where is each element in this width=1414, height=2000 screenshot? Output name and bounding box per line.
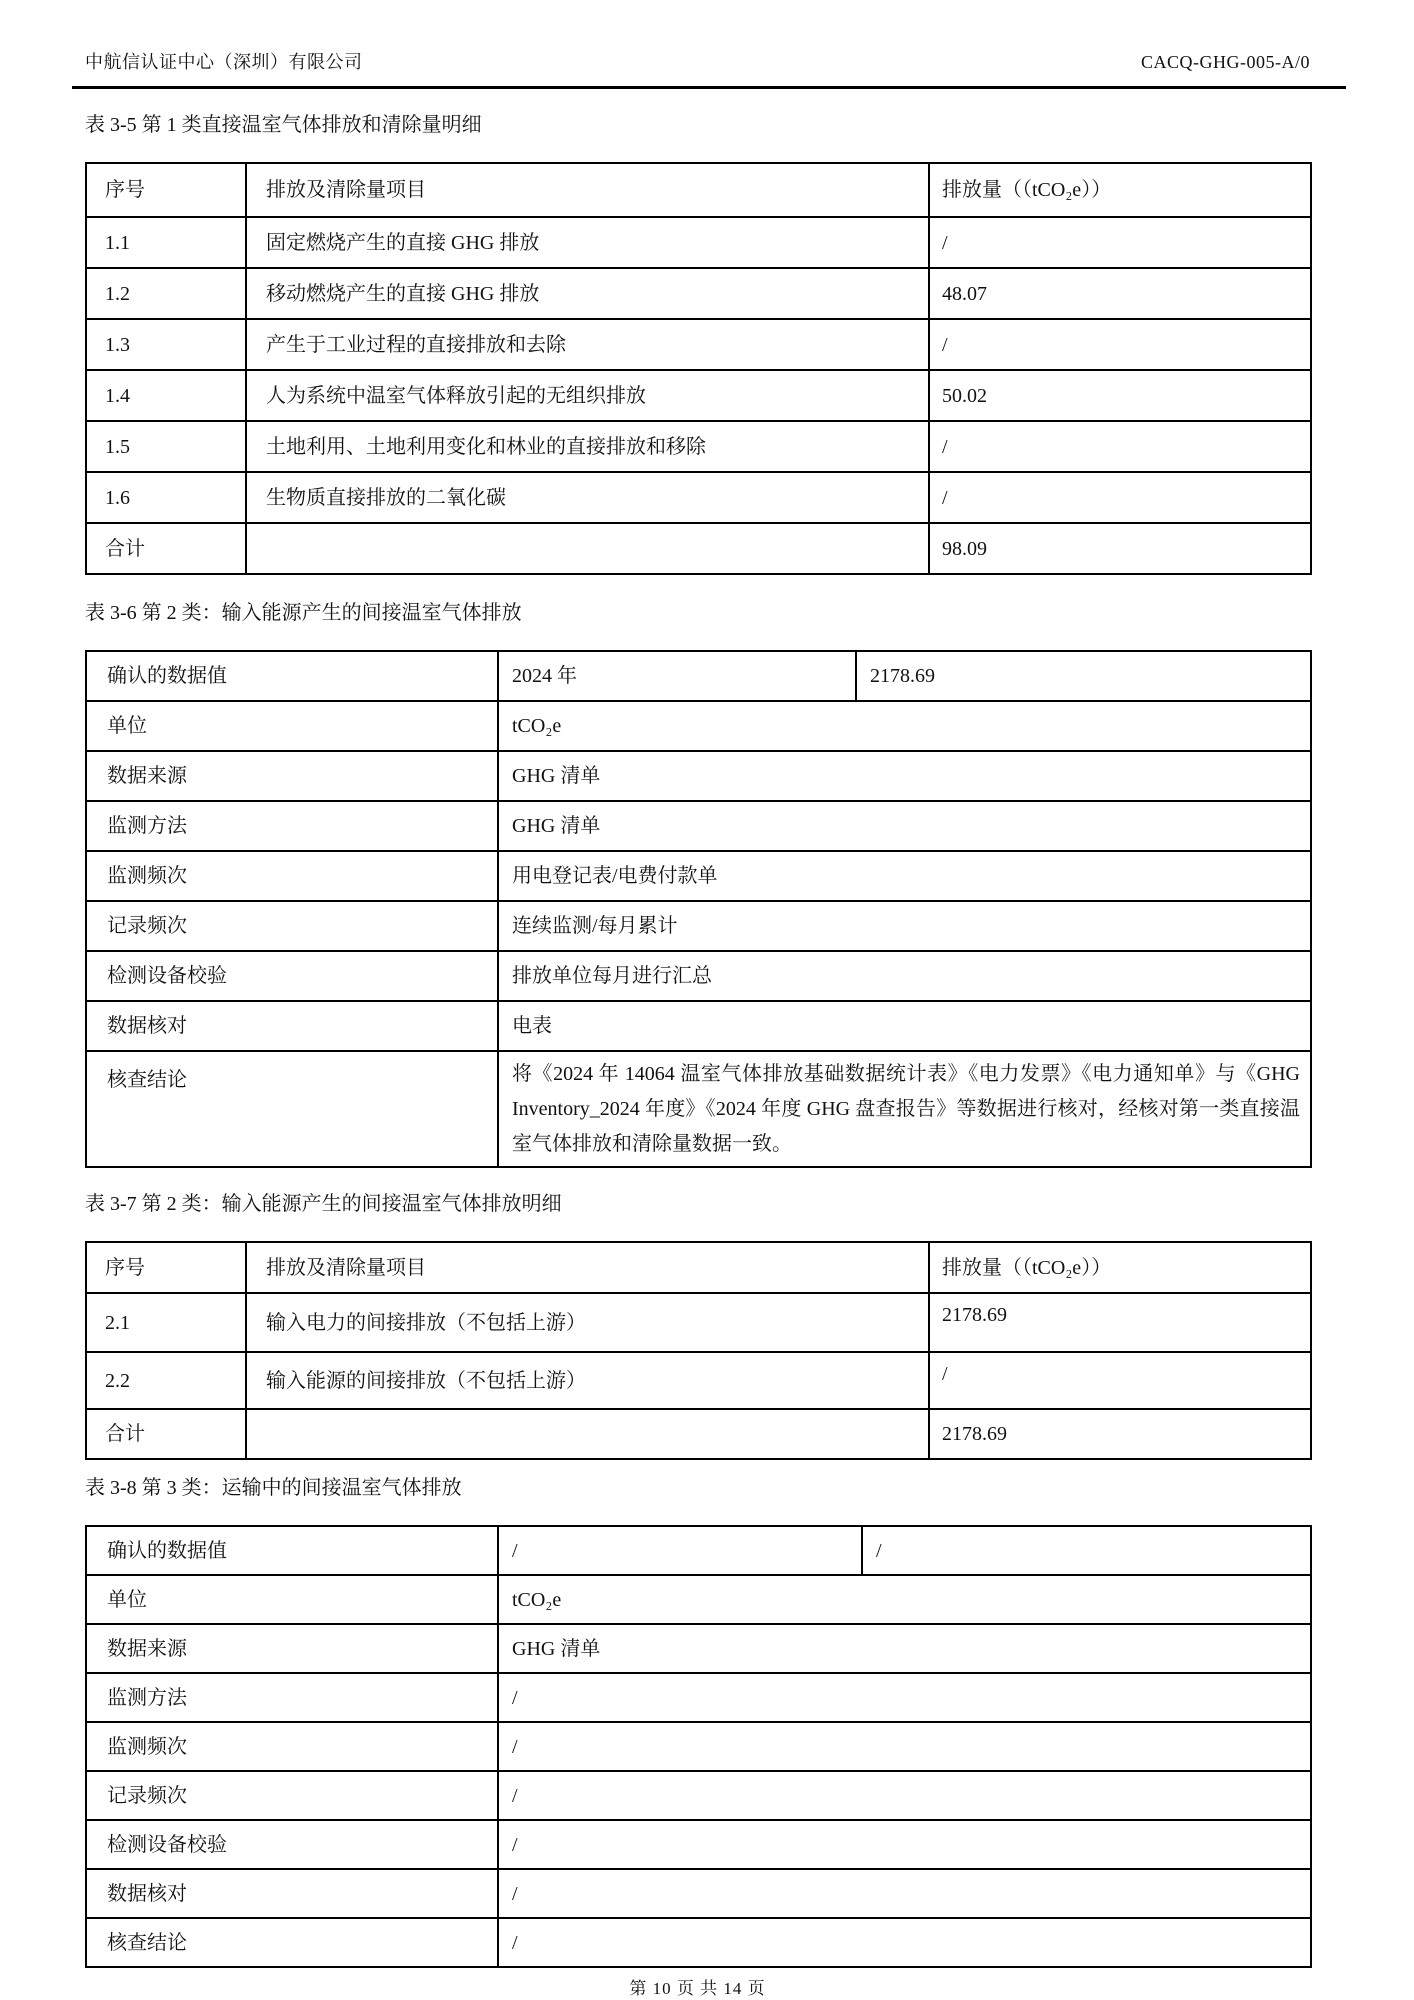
- table-3-8-title: 表 3-8 第 3 类：运输中的间接温室气体排放: [85, 1477, 462, 1499]
- cell-item: 输入能源的间接排放（不包括上游）: [246, 1352, 929, 1409]
- cell-amount: 50.02: [929, 370, 1311, 421]
- table-3-6-title: 表 3-6 第 2 类：输入能源产生的间接温室气体排放: [85, 602, 522, 624]
- col-header-amount: 排放量（（tCO₂e））: [929, 163, 1311, 217]
- cell-label: 监测方法: [86, 1673, 498, 1722]
- cell-item: 人为系统中温室气体释放引起的无组织排放: [246, 370, 929, 421]
- cell-label: 记录频次: [86, 901, 498, 951]
- company-name: 中航信认证中心（深圳）有限公司: [85, 52, 363, 72]
- cell-seq: 2.1: [86, 1293, 246, 1352]
- table-3-7-title: 表 3-7 第 2 类：输入能源产生的间接温室气体排放明细: [85, 1193, 562, 1215]
- table-3-5: [85, 162, 1312, 575]
- cell-value: tCO₂e: [498, 701, 1311, 751]
- cell-total-value: 98.09: [929, 523, 1311, 574]
- cell-amount: /: [929, 421, 1311, 472]
- cell-amount: /: [929, 1352, 1311, 1409]
- table-3-7: [85, 1241, 1312, 1460]
- cell-label: 数据核对: [86, 1001, 498, 1051]
- cell-value: 用电登记表/电费付款单: [498, 851, 1311, 901]
- cell-seq: 1.5: [86, 421, 246, 472]
- cell-item: 输入电力的间接排放（不包括上游）: [246, 1293, 929, 1352]
- cell-item: 产生于工业过程的直接排放和去除: [246, 319, 929, 370]
- cell-total-label: 合计: [86, 1409, 246, 1459]
- col-header-seq: 序号: [86, 163, 246, 217]
- table-row: [86, 851, 1311, 901]
- table-row: [86, 751, 1311, 801]
- header-rule: [72, 86, 1346, 89]
- table-row: [86, 1624, 1311, 1673]
- cell-value: /: [498, 1526, 862, 1575]
- table-row: [86, 951, 1311, 1001]
- cell-label: 确认的数据值: [86, 651, 498, 701]
- table-header-row: [86, 1242, 1311, 1293]
- cell-item: 生物质直接排放的二氧化碳: [246, 472, 929, 523]
- table-total-row: [86, 523, 1311, 574]
- page-number: 第 10 页 共 14 页: [629, 1979, 766, 1998]
- cell-label: 单位: [86, 701, 498, 751]
- cell-amount: /: [929, 217, 1311, 268]
- cell-label: 核查结论: [86, 1051, 498, 1167]
- cell-seq: 1.1: [86, 217, 246, 268]
- table-row: [86, 701, 1311, 751]
- page-header: [85, 52, 1310, 73]
- table-row: [86, 1771, 1311, 1820]
- cell-value: /: [498, 1771, 1311, 1820]
- table-row: [86, 1918, 1311, 1967]
- cell-amount: 48.07: [929, 268, 1311, 319]
- cell-value: 排放单位每月进行汇总: [498, 951, 1311, 1001]
- cell-label: 监测频次: [86, 851, 498, 901]
- table-row: [86, 1352, 1311, 1409]
- table-row: [86, 1869, 1311, 1918]
- cell-label: 监测方法: [86, 801, 498, 851]
- table-row: [86, 217, 1311, 268]
- cell-amount: /: [929, 472, 1311, 523]
- col-header-amount: 排放量（（tCO₂e））: [929, 1242, 1311, 1293]
- table-row: [86, 1001, 1311, 1051]
- cell-amount: 2178.69: [929, 1293, 1311, 1352]
- cell-label: 核查结论: [86, 1918, 498, 1967]
- table-row: [86, 268, 1311, 319]
- col-header-seq: 序号: [86, 1242, 246, 1293]
- cell-label: 检测设备校验: [86, 951, 498, 1001]
- col-header-item: 排放及清除量项目: [246, 1242, 929, 1293]
- cell-label: 数据来源: [86, 751, 498, 801]
- table-row: [86, 1293, 1311, 1352]
- cell-label: 确认的数据值: [86, 1526, 498, 1575]
- table-row: [86, 1575, 1311, 1624]
- cell-seq: 1.3: [86, 319, 246, 370]
- cell-value: 将《2024 年 14064 温室气体排放基础数据统计表》《电力发票》《电力通知单》与《GHG Inventory_2024 年度》《2024 年度 GHG 盘查报告》等数据进行核对，经核对第一类直接温室气体排放和清除量数据一致。: [498, 1051, 1311, 1167]
- cell-value: GHG 清单: [498, 801, 1311, 851]
- cell-value: 连续监测/每月累计: [498, 901, 1311, 951]
- cell-seq: 1.4: [86, 370, 246, 421]
- table-row: [86, 1673, 1311, 1722]
- table-row: [86, 472, 1311, 523]
- table-total-row: [86, 1409, 1311, 1459]
- cell-seq: 1.2: [86, 268, 246, 319]
- cell-label: 检测设备校验: [86, 1820, 498, 1869]
- table-row: [86, 319, 1311, 370]
- cell-value: tCO₂e: [498, 1575, 1311, 1624]
- cell-value: /: [862, 1526, 1311, 1575]
- table-row: [86, 1722, 1311, 1771]
- table-header-row: [86, 163, 1311, 217]
- cell-empty: [246, 523, 929, 574]
- document-code: CACQ-GHG-005-A/0: [1141, 52, 1310, 72]
- table-row: [86, 421, 1311, 472]
- cell-label: 数据核对: [86, 1869, 498, 1918]
- table-3-6: [85, 650, 1312, 1168]
- cell-item: 土地利用、土地利用变化和林业的直接排放和移除: [246, 421, 929, 472]
- cell-label: 记录频次: [86, 1771, 498, 1820]
- table-3-8: [85, 1525, 1312, 1968]
- cell-value: /: [498, 1722, 1311, 1771]
- cell-value: GHG 清单: [498, 751, 1311, 801]
- table-row: [86, 370, 1311, 421]
- cell-label: 监测频次: [86, 1722, 498, 1771]
- cell-label: 单位: [86, 1575, 498, 1624]
- table-row-conclusion: [86, 1051, 1311, 1167]
- cell-value: 2024 年: [498, 651, 856, 701]
- cell-value: /: [498, 1673, 1311, 1722]
- col-header-item: 排放及清除量项目: [246, 163, 929, 217]
- table-row: [86, 651, 1311, 701]
- cell-value: GHG 清单: [498, 1624, 1311, 1673]
- cell-label: 数据来源: [86, 1624, 498, 1673]
- table-row: [86, 901, 1311, 951]
- cell-value: 电表: [498, 1001, 1311, 1051]
- cell-seq: 2.2: [86, 1352, 246, 1409]
- cell-item: 移动燃烧产生的直接 GHG 排放: [246, 268, 929, 319]
- cell-value: /: [498, 1918, 1311, 1967]
- cell-total-label: 合计: [86, 523, 246, 574]
- table-3-5-title: 表 3-5 第 1 类直接温室气体排放和清除量明细: [85, 114, 482, 136]
- cell-total-value: 2178.69: [929, 1409, 1311, 1459]
- table-row: [86, 1526, 1311, 1575]
- cell-item: 固定燃烧产生的直接 GHG 排放: [246, 217, 929, 268]
- cell-value: 2178.69: [856, 651, 1311, 701]
- cell-amount: /: [929, 319, 1311, 370]
- cell-value: /: [498, 1869, 1311, 1918]
- table-row: [86, 801, 1311, 851]
- cell-value: /: [498, 1820, 1311, 1869]
- cell-empty: [246, 1409, 929, 1459]
- cell-seq: 1.6: [86, 472, 246, 523]
- table-row: [86, 1820, 1311, 1869]
